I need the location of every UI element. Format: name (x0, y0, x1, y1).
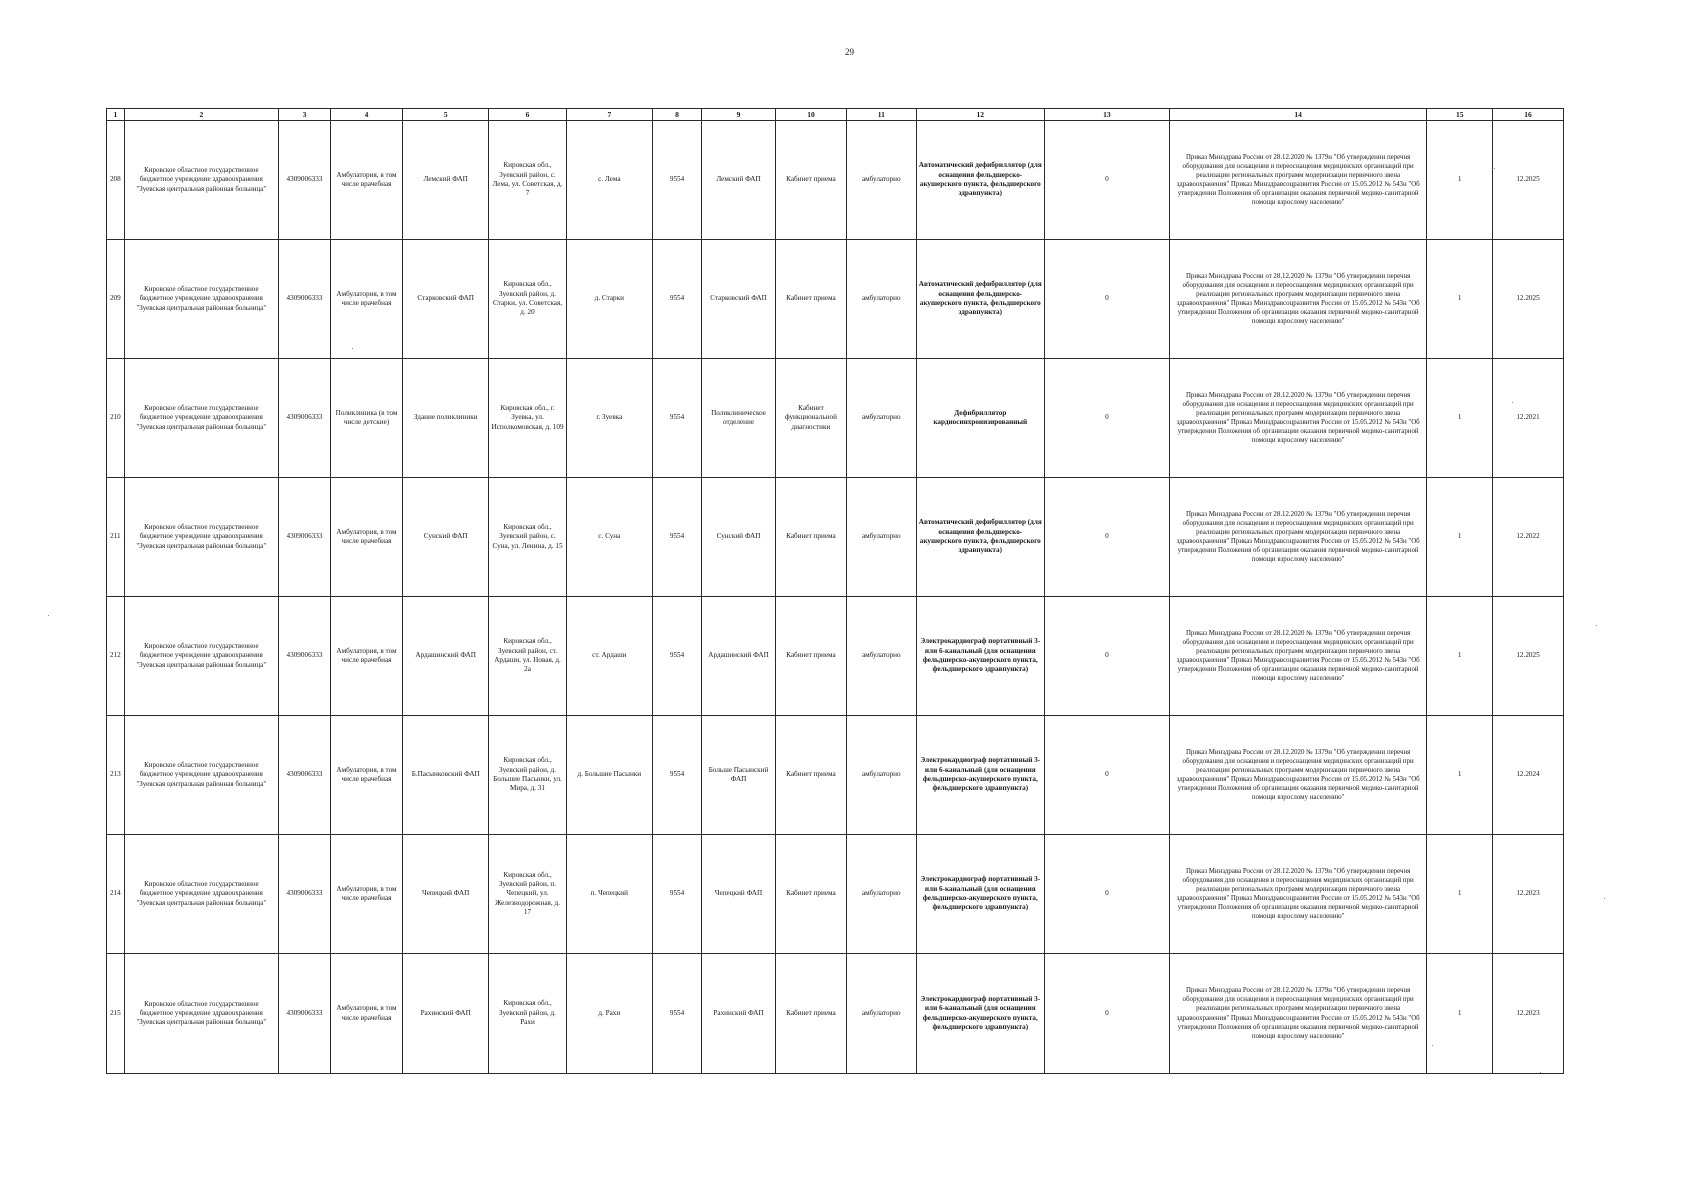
column-number-16: 16 (1493, 109, 1564, 121)
row-number-cell: 215 (107, 954, 125, 1074)
facility-type-cell: Амбулатория, в том числе врачебная (331, 121, 403, 240)
address-cell: Кировская обл., Зуевский район, п. Чепецкий, ул. Железнодорожная, д. 17 (489, 835, 566, 954)
legal-basis-cell: Приказ Минздрава России от 28.12.2020 № 1379н "Об утверждении перечня оборудования для оснащения и переоснащения медицинских организаций при реализации региональных программ модернизации первичного звена здравоохранения" Приказ Минздравсоцразвития России от 15.05.2012 № 543н "Об утверждении Положения об организации оказания первичной медико-санитарной помощи взрослому населению" (1169, 954, 1426, 1074)
equipment-table (106, 108, 1564, 1074)
scan-speck (1604, 898, 1605, 899)
facility-type-cell: Амбулатория, в том числе врачебная (331, 240, 403, 359)
facility-type-cell: Амбулатория, в том числе врачебная (331, 716, 403, 835)
required-quantity-cell: 1 (1427, 597, 1493, 716)
table-row (107, 716, 1564, 835)
legal-basis-cell: Приказ Минздрава России от 28.12.2020 № 1379н "Об утверждении перечня оборудования для оснащения и переоснащения медицинских организаций при реализации региональных программ модернизации первичного звена здравоохранения" Приказ Минздравсоцразвития России от 15.05.2012 № 543н "Об утверждении Положения об организации оказания первичной медико-санитарной помощи взрослому населению" (1169, 359, 1426, 478)
column-number-11: 11 (846, 109, 916, 121)
delivery-date-cell: 12.2025 (1493, 121, 1564, 240)
inn-code-cell: 4309006333 (278, 954, 330, 1074)
care-mode-cell: амбулаторно (846, 359, 916, 478)
row-number-cell: 211 (107, 478, 125, 597)
subdivision-cell: Ардашинский ФАП (702, 597, 776, 716)
scan-speck (352, 348, 353, 349)
available-quantity-cell: 0 (1044, 478, 1169, 597)
table-row (107, 240, 1564, 359)
oktmo-code-cell: 9554 (653, 478, 702, 597)
column-number-2: 2 (124, 109, 278, 121)
required-quantity-cell: 1 (1427, 716, 1493, 835)
column-number-14: 14 (1169, 109, 1426, 121)
row-number-cell: 208 (107, 121, 125, 240)
subdivision-cell: Старковский ФАП (702, 240, 776, 359)
column-number-3: 3 (278, 109, 330, 121)
column-number-9: 9 (702, 109, 776, 121)
equipment-name-cell: Автоматический дефибриллятор (для оснащения фельдшерско-акушерского пункта, фельдшерского здравпункта) (916, 240, 1044, 359)
subdivision-cell: Больше Пасынский ФАП (702, 716, 776, 835)
column-number-8: 8 (653, 109, 702, 121)
delivery-date-cell: 12.2023 (1493, 954, 1564, 1074)
inn-code-cell: 4309006333 (278, 478, 330, 597)
facility-type-cell: Амбулатория, в том числе врачебная (331, 835, 403, 954)
available-quantity-cell: 0 (1044, 954, 1169, 1074)
oktmo-code-cell: 9554 (653, 954, 702, 1074)
delivery-date-cell: 12.2023 (1493, 835, 1564, 954)
scan-speck (1432, 1045, 1433, 1046)
care-mode-cell: амбулаторно (846, 478, 916, 597)
oktmo-code-cell: 9554 (653, 121, 702, 240)
address-cell: Кировская обл., Зуевский район, с. Суна, ул. Ленина, д. 15 (489, 478, 566, 597)
equipment-name-cell: Электрокардиограф портативный 3- или 6-канальный (для оснащения фельдшерско-акушерского пункта, фельдшерского здравпункта) (916, 716, 1044, 835)
table-row (107, 954, 1564, 1074)
delivery-date-cell: 12.2024 (1493, 716, 1564, 835)
room-name-cell: Кабинет приема (776, 121, 847, 240)
column-number-7: 7 (566, 109, 653, 121)
organization-name-cell: Кировское областное государственное бюджетное учреждение здравоохранения "Зуевская центральная районная больница" (124, 835, 278, 954)
column-number-12: 12 (916, 109, 1044, 121)
scan-speck (1596, 625, 1597, 626)
room-name-cell: Кабинет приема (776, 478, 847, 597)
table-body (107, 121, 1564, 1074)
oktmo-code-cell: 9554 (653, 597, 702, 716)
room-name-cell: Кабинет функциональной диагностики (776, 359, 847, 478)
required-quantity-cell: 1 (1427, 954, 1493, 1074)
scan-speck (1512, 402, 1513, 403)
available-quantity-cell: 0 (1044, 359, 1169, 478)
locality-cell: д. Большие Пасынки (566, 716, 653, 835)
page-number: 29 (845, 47, 854, 57)
care-mode-cell: амбулаторно (846, 121, 916, 240)
legal-basis-cell: Приказ Минздрава России от 28.12.2020 № 1379н "Об утверждении перечня оборудования для оснащения и переоснащения медицинских организаций при реализации региональных программ модернизации первичного звена здравоохранения" Приказ Минздравсоцразвития России от 15.05.2012 № 543н "Об утверждении Положения об организации оказания первичной медико-санитарной помощи взрослому населению" (1169, 597, 1426, 716)
row-number-cell: 209 (107, 240, 125, 359)
legal-basis-cell: Приказ Минздрава России от 28.12.2020 № 1379н "Об утверждении перечня оборудования для оснащения и переоснащения медицинских организаций при реализации региональных программ модернизации первичного звена здравоохранения" Приказ Минздравсоцразвития России от 15.05.2012 № 543н "Об утверждении Положения об организации оказания первичной медико-санитарной помощи взрослому населению" (1169, 478, 1426, 597)
locality-cell: г. Зуевка (566, 359, 653, 478)
organization-name-cell: Кировское областное государственное бюджетное учреждение здравоохранения "Зуевская центральная районная больница" (124, 716, 278, 835)
address-cell: Кировская обл., Зуевский район, д. Рахи (489, 954, 566, 1074)
locality-cell: с. Суна (566, 478, 653, 597)
subdivision-cell: Лемский ФАП (702, 121, 776, 240)
equipment-name-cell: Электрокардиограф портативный 3- или 6-канальный (для оснащения фельдшерско-акушерского пункта, фельдшерского здравпункта) (916, 835, 1044, 954)
delivery-date-cell: 12.2025 (1493, 597, 1564, 716)
locality-cell: д. Старки (566, 240, 653, 359)
facility-type-cell: Амбулатория, в том числе врачебная (331, 478, 403, 597)
equipment-name-cell: Электрокардиограф портативный 3- или 6-канальный (для оснащения фельдшерско-акушерского пункта, фельдшерского здравпункта) (916, 954, 1044, 1074)
inn-code-cell: 4309006333 (278, 359, 330, 478)
required-quantity-cell: 1 (1427, 835, 1493, 954)
oktmo-code-cell: 9554 (653, 240, 702, 359)
oktmo-code-cell: 9554 (653, 359, 702, 478)
table-row (107, 835, 1564, 954)
column-number-6: 6 (489, 109, 566, 121)
available-quantity-cell: 0 (1044, 121, 1169, 240)
structural-unit-cell: Чепецкий ФАП (402, 835, 489, 954)
column-number-4: 4 (331, 109, 403, 121)
available-quantity-cell: 0 (1044, 240, 1169, 359)
delivery-date-cell: 12.2021 (1493, 359, 1564, 478)
inn-code-cell: 4309006333 (278, 716, 330, 835)
inn-code-cell: 4309006333 (278, 835, 330, 954)
locality-cell: с. Лема (566, 121, 653, 240)
address-cell: Кировская обл., Зуевский район, д. Старки, ул. Советская, д. 20 (489, 240, 566, 359)
row-number-cell: 214 (107, 835, 125, 954)
legal-basis-cell: Приказ Минздрава России от 28.12.2020 № 1379н "Об утверждении перечня оборудования для оснащения и переоснащения медицинских организаций при реализации региональных программ модернизации первичного звена здравоохранения" Приказ Минздравсоцразвития России от 15.05.2012 № 543н "Об утверждении Положения об организации оказания первичной медико-санитарной помощи взрослому населению" (1169, 240, 1426, 359)
column-number-1: 1 (107, 109, 125, 121)
oktmo-code-cell: 9554 (653, 716, 702, 835)
locality-cell: ст. Ардаши (566, 597, 653, 716)
column-number-15: 15 (1427, 109, 1493, 121)
row-number-cell: 212 (107, 597, 125, 716)
table-row (107, 478, 1564, 597)
delivery-date-cell: 12.2025 (1493, 240, 1564, 359)
room-name-cell: Кабинет приема (776, 954, 847, 1074)
required-quantity-cell: 1 (1427, 359, 1493, 478)
row-number-cell: 213 (107, 716, 125, 835)
organization-name-cell: Кировское областное государственное бюджетное учреждение здравоохранения "Зуевская центральная районная больница" (124, 478, 278, 597)
care-mode-cell: амбулаторно (846, 716, 916, 835)
structural-unit-cell: Сунский ФАП (402, 478, 489, 597)
care-mode-cell: амбулаторно (846, 954, 916, 1074)
inn-code-cell: 4309006333 (278, 121, 330, 240)
equipment-name-cell: Дефибриллятор кардиосинхронизированный (916, 359, 1044, 478)
subdivision-cell: Рахинский ФАП (702, 954, 776, 1074)
column-number-row (107, 109, 1564, 121)
address-cell: Кировская обл., г. Зуевка, ул. Исполкомовская, д. 109 (489, 359, 566, 478)
facility-type-cell: Амбулатория, в том числе врачебная (331, 597, 403, 716)
column-number-5: 5 (402, 109, 489, 121)
available-quantity-cell: 0 (1044, 716, 1169, 835)
address-cell: Кировская обл., Зуевский район, ст. Ардаши, ул. Новая, д. 2а (489, 597, 566, 716)
required-quantity-cell: 1 (1427, 240, 1493, 359)
room-name-cell: Кабинет приема (776, 835, 847, 954)
organization-name-cell: Кировское областное государственное бюджетное учреждение здравоохранения "Зуевская центральная районная больница" (124, 954, 278, 1074)
organization-name-cell: Кировское областное государственное бюджетное учреждение здравоохранения "Зуевская центральная районная больница" (124, 359, 278, 478)
address-cell: Кировская обл., Зуевский район, с. Лема, ул. Советская, д. 7 (489, 121, 566, 240)
care-mode-cell: амбулаторно (846, 597, 916, 716)
legal-basis-cell: Приказ Минздрава России от 28.12.2020 № 1379н "Об утверждении перечня оборудования для оснащения и переоснащения медицинских организаций при реализации региональных программ модернизации первичного звена здравоохранения" Приказ Минздравсоцразвития России от 15.05.2012 № 543н "Об утверждении Положения об организации оказания первичной медико-санитарной помощи взрослому населению" (1169, 716, 1426, 835)
row-number-cell: 210 (107, 359, 125, 478)
structural-unit-cell: Б.Пасынковский ФАП (402, 716, 489, 835)
available-quantity-cell: 0 (1044, 835, 1169, 954)
inn-code-cell: 4309006333 (278, 597, 330, 716)
room-name-cell: Кабинет приема (776, 597, 847, 716)
required-quantity-cell: 1 (1427, 121, 1493, 240)
equipment-name-cell: Автоматический дефибриллятор (для оснащения фельдшерско-акушерского пункта, фельдшерского здравпункта) (916, 121, 1044, 240)
scan-speck (48, 615, 49, 616)
structural-unit-cell: Здание поликлиники (402, 359, 489, 478)
organization-name-cell: Кировское областное государственное бюджетное учреждение здравоохранения "Зуевская центральная районная больница" (124, 240, 278, 359)
subdivision-cell: Сунский ФАП (702, 478, 776, 597)
structural-unit-cell: Лемский ФАП (402, 121, 489, 240)
table-row (107, 359, 1564, 478)
subdivision-cell: Чепецкий ФАП (702, 835, 776, 954)
organization-name-cell: Кировское областное государственное бюджетное учреждение здравоохранения "Зуевская центральная районная больница" (124, 597, 278, 716)
inn-code-cell: 4309006333 (278, 240, 330, 359)
equipment-name-cell: Электрокардиограф портативный 3- или 6-канальный (для оснащения фельдшерско-акушерского пункта, фельдшерского здравпункта) (916, 597, 1044, 716)
column-number-10: 10 (776, 109, 847, 121)
facility-type-cell: Амбулатория, в том числе врачебная (331, 954, 403, 1074)
equipment-name-cell: Автоматический дефибриллятор (для оснащения фельдшерско-акушерского пункта, фельдшерского здравпункта) (916, 478, 1044, 597)
required-quantity-cell: 1 (1427, 478, 1493, 597)
care-mode-cell: амбулаторно (846, 240, 916, 359)
table-row (107, 121, 1564, 240)
structural-unit-cell: Рахинский ФАП (402, 954, 489, 1074)
legal-basis-cell: Приказ Минздрава России от 28.12.2020 № 1379н "Об утверждении перечня оборудования для оснащения и переоснащения медицинских организаций при реализации региональных программ модернизации первичного звена здравоохранения" Приказ Минздравсоцразвития России от 15.05.2012 № 543н "Об утверждении Положения об организации оказания первичной медико-санитарной помощи взрослому населению" (1169, 121, 1426, 240)
care-mode-cell: амбулаторно (846, 835, 916, 954)
scan-speck (1494, 168, 1495, 169)
locality-cell: д. Рахи (566, 954, 653, 1074)
facility-type-cell: Поликлиника (в том числе детские) (331, 359, 403, 478)
table-row (107, 597, 1564, 716)
organization-name-cell: Кировское областное государственное бюджетное учреждение здравоохранения "Зуевская центральная районная больница" (124, 121, 278, 240)
legal-basis-cell: Приказ Минздрава России от 28.12.2020 № 1379н "Об утверждении перечня оборудования для оснащения и переоснащения медицинских организаций при реализации региональных программ модернизации первичного звена здравоохранения" Приказ Минздравсоцразвития России от 15.05.2012 № 543н "Об утверждении Положения об организации оказания первичной медико-санитарной помощи взрослому населению" (1169, 835, 1426, 954)
delivery-date-cell: 12.2022 (1493, 478, 1564, 597)
room-name-cell: Кабинет приема (776, 240, 847, 359)
available-quantity-cell: 0 (1044, 597, 1169, 716)
structural-unit-cell: Ардашинский ФАП (402, 597, 489, 716)
scan-speck (1540, 1072, 1541, 1073)
locality-cell: п. Чепецкий (566, 835, 653, 954)
structural-unit-cell: Старковский ФАП (402, 240, 489, 359)
column-number-13: 13 (1044, 109, 1169, 121)
address-cell: Кировская обл., Зуевский район, д. Большие Пасынки, ул. Мира, д. 31 (489, 716, 566, 835)
subdivision-cell: Поликлиническое отделение (702, 359, 776, 478)
room-name-cell: Кабинет приема (776, 716, 847, 835)
oktmo-code-cell: 9554 (653, 835, 702, 954)
